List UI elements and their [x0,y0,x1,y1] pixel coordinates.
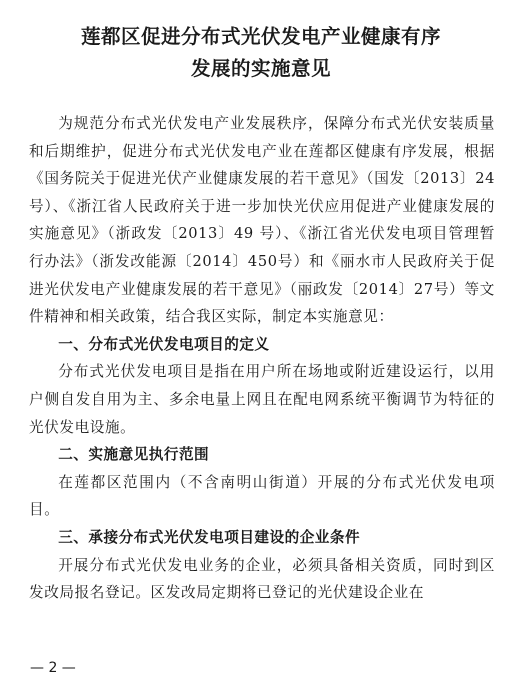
section-heading-1: 一、分布式光伏发电项目的定义 [58,335,270,353]
section-text-2: 在莲都区范围内（不含南明山街道）开展的分布式光伏发电项目。 [29,473,495,519]
section-heading-2: 二、实施意见执行范围 [58,446,210,464]
section-text-3: 开展分布式光伏发电业务的企业，必须具备相关资质，同时到区发改局报名登记。区发改局定期将已登记的光伏建设企业在 [29,556,495,602]
page-number: — 2 — [30,660,76,676]
document-body [29,110,495,607]
intro-paragraph: 为规范分布式光伏发电产业发展秩序，保障分布式光伏安装质量和后期维护，促进分布式光伏发电产业在莲都区健康有序发展，根据《国务院关于促进光伏产业健康发展的若干意见》（国发〔2013〕24号）、《浙江省人民政府关于进一步加快光伏应用促进产业健康发展的实施意见》（浙政发〔2013〕49 号）、《浙江省光伏发电项目管理暂行办法》（浙发改能源〔2014〕450号）和《丽水市人民政府关于促进光伏发电产业健康发展的若干意见》（丽政发〔2014〕27号）等文件精神和相关政策，结合我区实际，制定本实施意见： [29,115,495,326]
document-title-line2: 发展的实施意见 [190,57,331,80]
section-text-1: 分布式光伏发电项目是指在用户所在场地或附近建设运行，以用户侧自发自用为主、多余电量上网且在配电网系统平衡调节为特征的光伏发电设施。 [29,363,495,436]
section-heading-3: 三、承接分布式光伏发电项目建设的企业条件 [58,528,361,546]
document-title-line1: 莲都区促进分布式光伏发电产业健康有序 [80,25,441,48]
